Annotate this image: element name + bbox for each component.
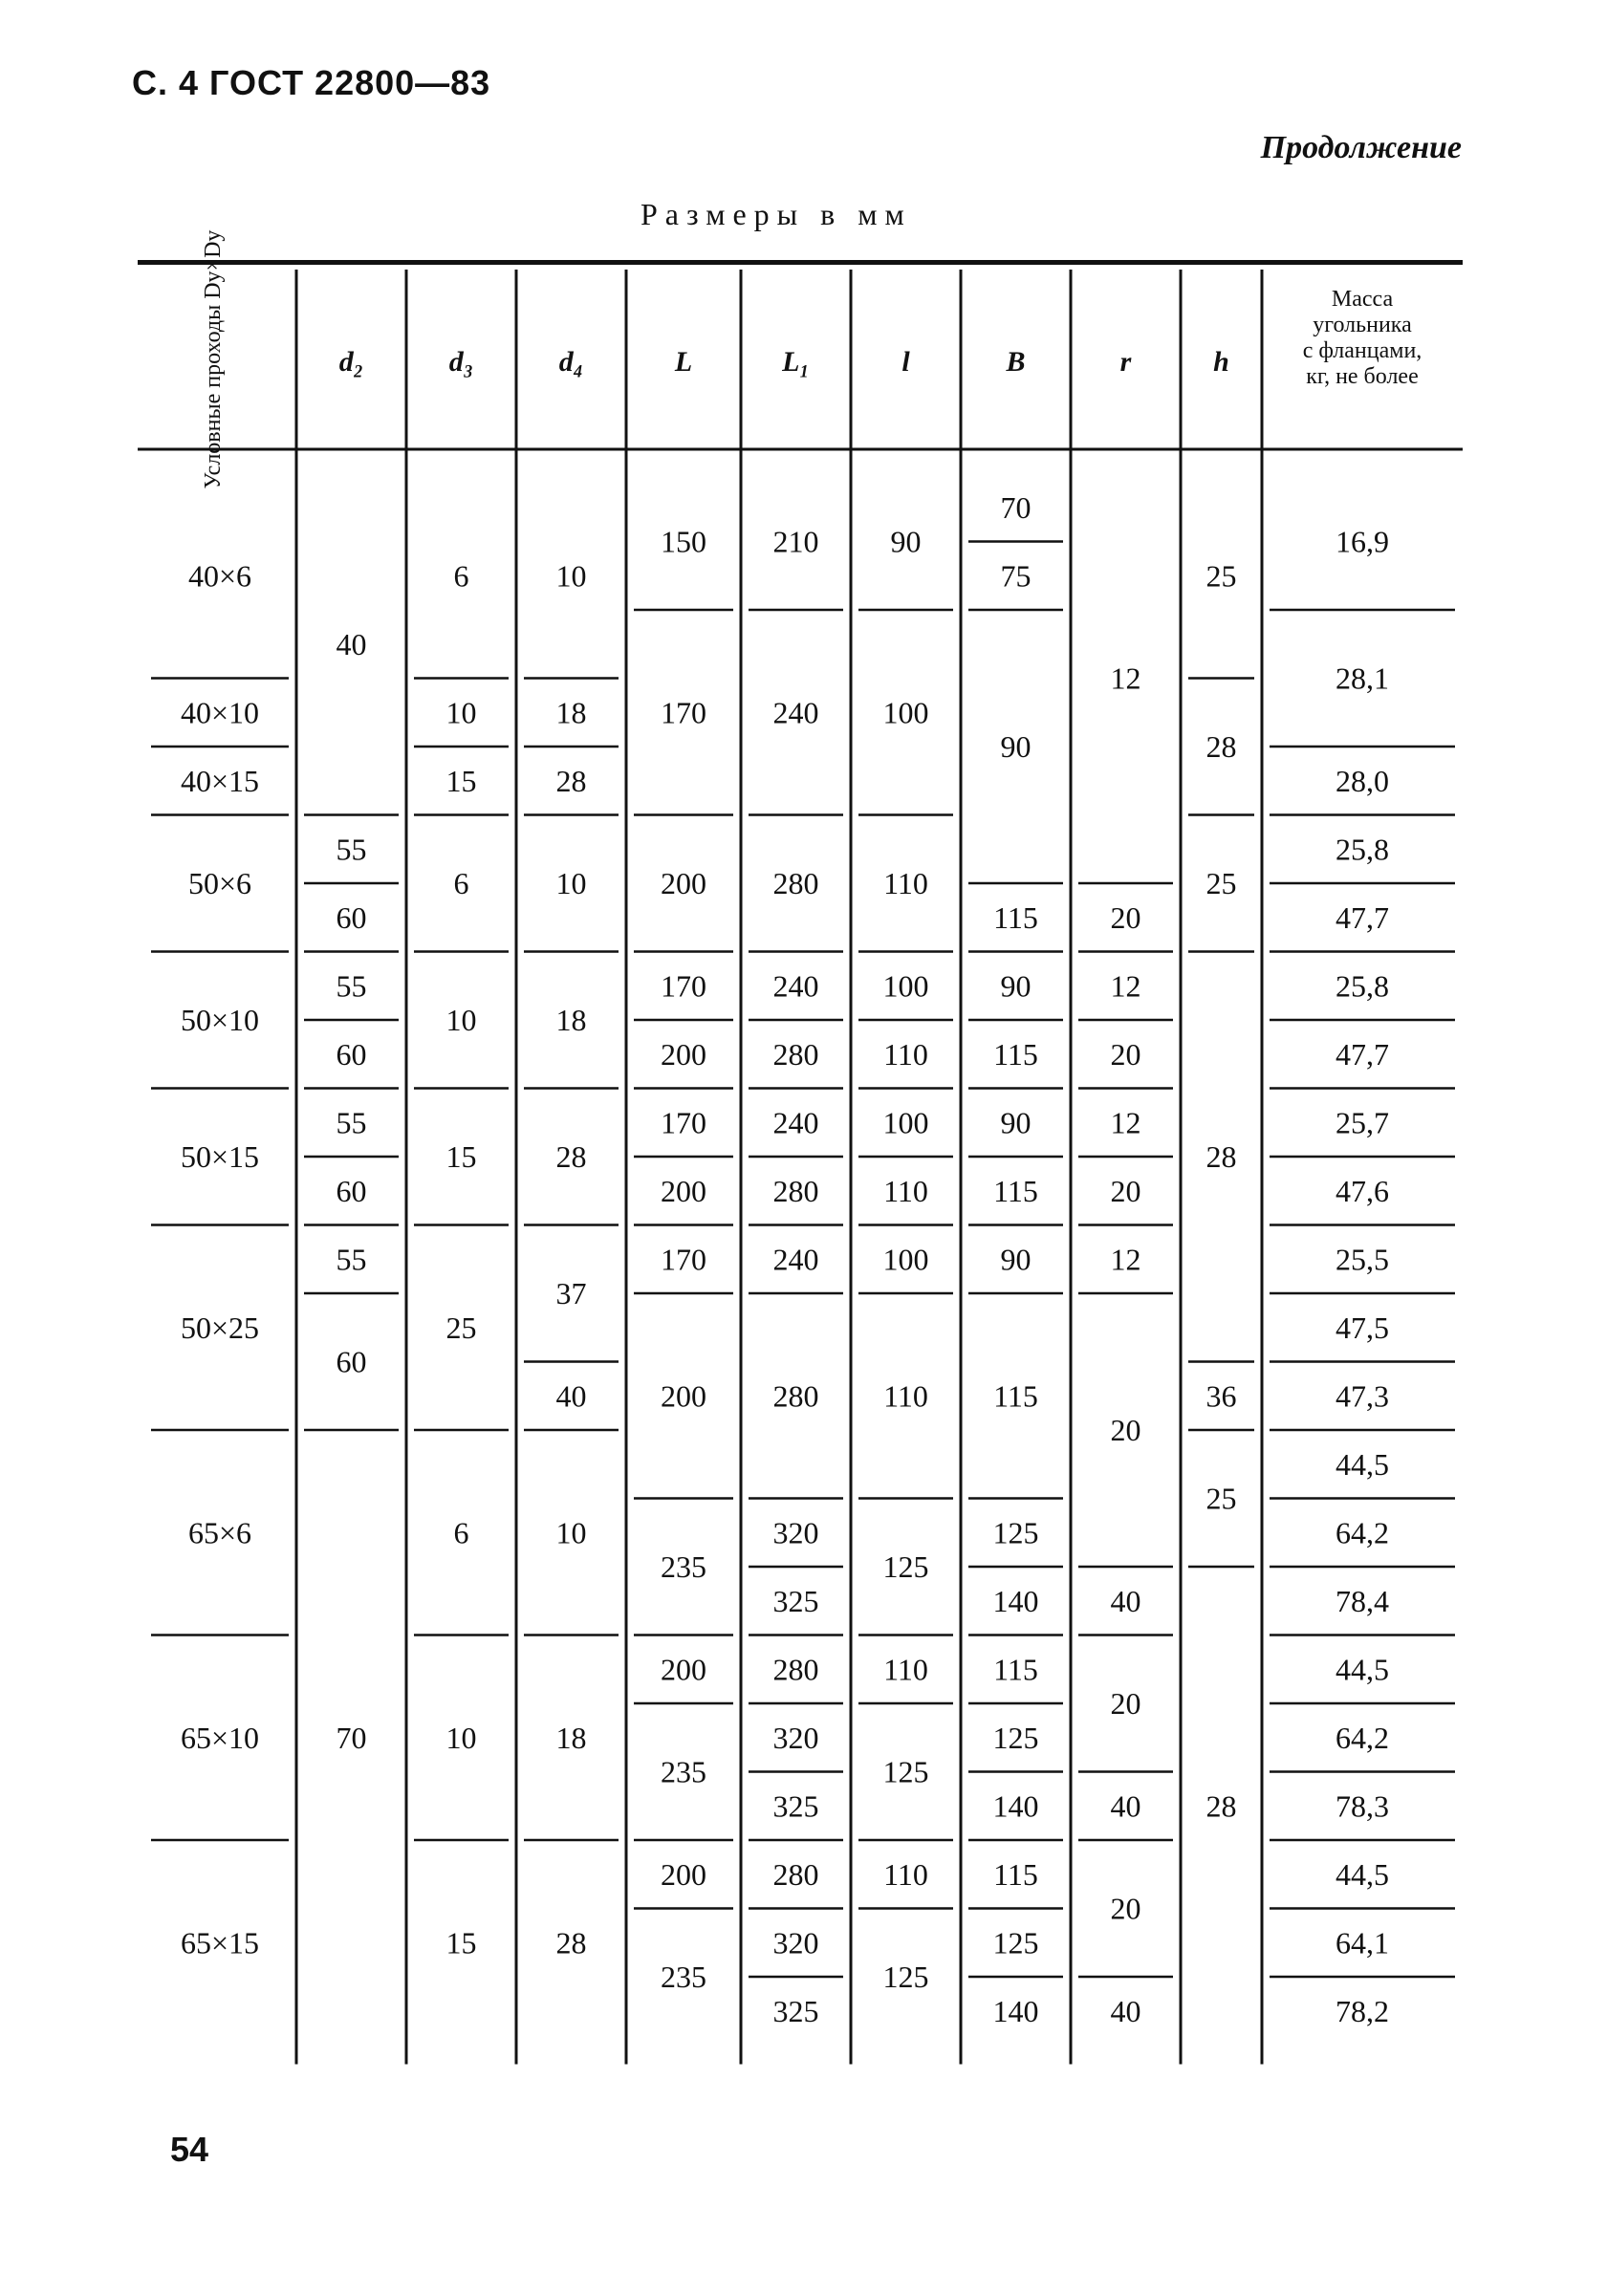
cell-r: 12: [1110, 1242, 1141, 1277]
cell-B: 140: [992, 1993, 1039, 2028]
cell-m: 64,2: [1336, 1720, 1389, 1755]
cell-d3: 15: [445, 1925, 477, 1960]
cell-L1: 240: [772, 968, 819, 1004]
cell-h: 25: [1205, 1481, 1237, 1516]
cell-m: 64,2: [1336, 1515, 1389, 1550]
cell-L1: 280: [772, 1856, 819, 1892]
cell-d2: 55: [336, 1242, 367, 1277]
cell-r: 40: [1110, 1788, 1141, 1824]
cell-dn: 50×25: [180, 1310, 260, 1345]
cell-l: 100: [882, 1242, 929, 1277]
cell-B: 115: [993, 1036, 1038, 1072]
cell-r: 40: [1110, 1583, 1141, 1618]
cell-B: 90: [1000, 1105, 1032, 1140]
cell-l: 110: [883, 1652, 928, 1687]
cell-r: 12: [1110, 1105, 1141, 1140]
cell-L: 200: [661, 1652, 706, 1687]
cell-L1: 320: [772, 1925, 819, 1960]
cell-B: 115: [993, 1378, 1038, 1414]
cell-dn: 65×15: [180, 1925, 260, 1960]
cell-d3: 10: [445, 695, 477, 730]
cell-l: 110: [883, 1036, 928, 1072]
cell-d3: 25: [445, 1310, 477, 1345]
cell-dn: 40×10: [180, 695, 260, 730]
cell-L: 170: [661, 1105, 706, 1140]
cell-m: 25,8: [1336, 968, 1389, 1004]
cell-r: 20: [1110, 1686, 1141, 1721]
cell-d3: 6: [453, 558, 469, 594]
cell-dn: 40×6: [187, 558, 252, 594]
cell-L: 235: [661, 1960, 706, 1994]
cell-L1: 210: [772, 524, 819, 559]
cell-d4: 40: [555, 1378, 587, 1414]
cell-B: 115: [993, 899, 1038, 935]
cell-d2: 55: [336, 968, 367, 1004]
cell-m: 78,3: [1336, 1788, 1389, 1824]
cell-h: 25: [1205, 558, 1237, 594]
cell-m: 16,9: [1336, 524, 1389, 559]
cell-d4: 18: [555, 695, 587, 730]
cell-m: 78,2: [1336, 1993, 1389, 2028]
units-caption: Размеры в мм: [641, 197, 912, 231]
cell-m: 44,5: [1336, 1856, 1389, 1892]
cell-l: 125: [882, 1960, 929, 1994]
header-d3: d₃: [448, 346, 474, 378]
header-l: l: [901, 346, 910, 378]
cell-r: 12: [1110, 661, 1141, 696]
cell-d3: 6: [453, 1515, 469, 1550]
cell-m: 25,7: [1336, 1105, 1389, 1140]
header-mass-line: кг, не более: [1306, 364, 1419, 389]
cell-d4: 10: [555, 866, 587, 900]
cell-d4: 28: [555, 1139, 587, 1174]
header-L: L: [674, 346, 693, 378]
cell-dn: 65×6: [187, 1515, 252, 1550]
header-dn: Условные проходы Dy×Dy: [201, 229, 226, 489]
cell-B: 125: [992, 1720, 1039, 1755]
cell-d3: 15: [445, 763, 477, 798]
cell-L: 170: [661, 695, 706, 730]
header-r: r: [1119, 346, 1132, 378]
cell-B: 115: [993, 1652, 1038, 1687]
cell-r: 20: [1110, 1036, 1141, 1072]
cell-r: 20: [1110, 1891, 1141, 1926]
header-B: B: [1006, 346, 1026, 378]
cell-L1: 280: [772, 1036, 819, 1072]
header-mass-line: с фланцами,: [1302, 338, 1422, 363]
cell-B: 90: [1000, 729, 1032, 764]
cell-B: 75: [1000, 558, 1032, 594]
header-d4: d₄: [558, 346, 584, 378]
cell-d3: 10: [445, 1003, 477, 1037]
cell-B: 115: [993, 1856, 1038, 1892]
cell-l: 100: [882, 695, 929, 730]
cell-d4: 10: [555, 558, 587, 594]
cell-dn: 50×15: [180, 1139, 260, 1174]
cell-L: 200: [661, 1036, 706, 1072]
cell-l: 110: [883, 866, 928, 900]
cell-B: 140: [992, 1583, 1039, 1618]
cell-r: 12: [1110, 968, 1141, 1004]
cell-h: 28: [1205, 729, 1237, 764]
cell-B: 90: [1000, 968, 1032, 1004]
cell-L: 200: [661, 1173, 706, 1208]
cell-l: 125: [882, 1754, 929, 1789]
cell-r: 40: [1110, 1993, 1141, 2028]
cell-m: 28,1: [1336, 661, 1389, 696]
cell-d4: 28: [555, 1925, 587, 1960]
cell-d3: 10: [445, 1720, 477, 1755]
cell-d2: 60: [336, 899, 367, 935]
cell-d4: 18: [555, 1003, 587, 1037]
cell-L1: 280: [772, 1173, 819, 1208]
cell-d2: 60: [336, 1173, 367, 1208]
cell-B: 70: [1000, 489, 1032, 525]
cell-B: 115: [993, 1173, 1038, 1208]
cell-L1: 240: [772, 695, 819, 730]
header-d2: d₂: [338, 346, 364, 378]
cell-dn: 65×10: [180, 1720, 260, 1755]
cell-B: 125: [992, 1925, 1039, 1960]
cell-m: 47,3: [1336, 1378, 1389, 1414]
cell-m: 47,7: [1336, 899, 1389, 935]
cell-h: 28: [1205, 1139, 1237, 1174]
cell-l: 125: [882, 1549, 929, 1584]
cell-l: 90: [890, 524, 922, 559]
cell-L1: 320: [772, 1720, 819, 1755]
cell-h: 28: [1205, 1788, 1237, 1824]
cell-l: 100: [882, 968, 929, 1004]
cell-L1: 240: [772, 1105, 819, 1140]
cell-L1: 325: [772, 1583, 819, 1618]
cell-L: 200: [661, 1856, 706, 1892]
header-mass-line: угольника: [1313, 313, 1412, 337]
cell-m: 44,5: [1336, 1446, 1389, 1482]
cell-L1: 280: [772, 1652, 819, 1687]
cell-l: 110: [883, 1378, 928, 1414]
cell-dn: 50×10: [180, 1003, 260, 1037]
header-h: h: [1213, 346, 1229, 378]
cell-L1: 280: [772, 1378, 819, 1414]
cell-h: 36: [1205, 1378, 1237, 1414]
continuation-label: Продолжение: [1260, 130, 1462, 165]
cell-dn: 50×6: [187, 866, 252, 900]
cell-r: 20: [1110, 899, 1141, 935]
cell-d2: 55: [336, 1105, 367, 1140]
cell-r: 20: [1110, 1413, 1141, 1447]
cell-L: 150: [661, 524, 706, 559]
cell-B: 125: [992, 1515, 1039, 1550]
cell-m: 47,5: [1336, 1310, 1389, 1345]
cell-L1: 240: [772, 1242, 819, 1277]
cell-h: 25: [1205, 866, 1237, 900]
cell-L1: 325: [772, 1993, 819, 2028]
cell-m: 47,7: [1336, 1036, 1389, 1072]
cell-l: 110: [883, 1856, 928, 1892]
cell-L: 235: [661, 1549, 706, 1584]
cell-r: 20: [1110, 1173, 1141, 1208]
cell-L: 200: [661, 866, 706, 900]
cell-L: 200: [661, 1378, 706, 1414]
cell-d3: 15: [445, 1139, 477, 1174]
cell-m: 25,5: [1336, 1242, 1389, 1277]
cell-d2: 60: [336, 1036, 367, 1072]
cell-m: 47,6: [1336, 1173, 1389, 1208]
page-header: С. 4 ГОСТ 22800—83: [132, 63, 491, 102]
cell-d4: 18: [555, 1720, 587, 1755]
cell-d4: 10: [555, 1515, 587, 1550]
cell-m: 25,8: [1336, 832, 1389, 867]
cell-m: 78,4: [1336, 1583, 1389, 1618]
cell-L: 235: [661, 1754, 706, 1789]
cell-B: 90: [1000, 1242, 1032, 1277]
cell-d3: 6: [453, 866, 469, 900]
cell-m: 44,5: [1336, 1652, 1389, 1687]
cell-m: 28,0: [1336, 763, 1389, 798]
cell-d2: 55: [336, 832, 367, 867]
cell-d4: 28: [555, 763, 587, 798]
header-mass-line: Масса: [1331, 287, 1394, 312]
header-L1: L₁: [782, 346, 810, 378]
cell-L1: 280: [772, 866, 819, 900]
cell-L: 170: [661, 1242, 706, 1277]
cell-d2: 70: [336, 1720, 367, 1755]
cell-l: 100: [882, 1105, 929, 1140]
cell-d4: 37: [555, 1276, 587, 1310]
cell-L1: 325: [772, 1788, 819, 1824]
cell-L1: 320: [772, 1515, 819, 1550]
page-number: 54: [170, 2130, 209, 2169]
cell-L: 170: [661, 968, 706, 1004]
cell-m: 64,1: [1336, 1925, 1389, 1960]
cell-dn: 40×15: [180, 763, 260, 798]
cell-B: 140: [992, 1788, 1039, 1824]
cell-d2: 40: [336, 626, 367, 661]
cell-d2: 60: [336, 1344, 367, 1379]
cell-l: 110: [883, 1173, 928, 1208]
